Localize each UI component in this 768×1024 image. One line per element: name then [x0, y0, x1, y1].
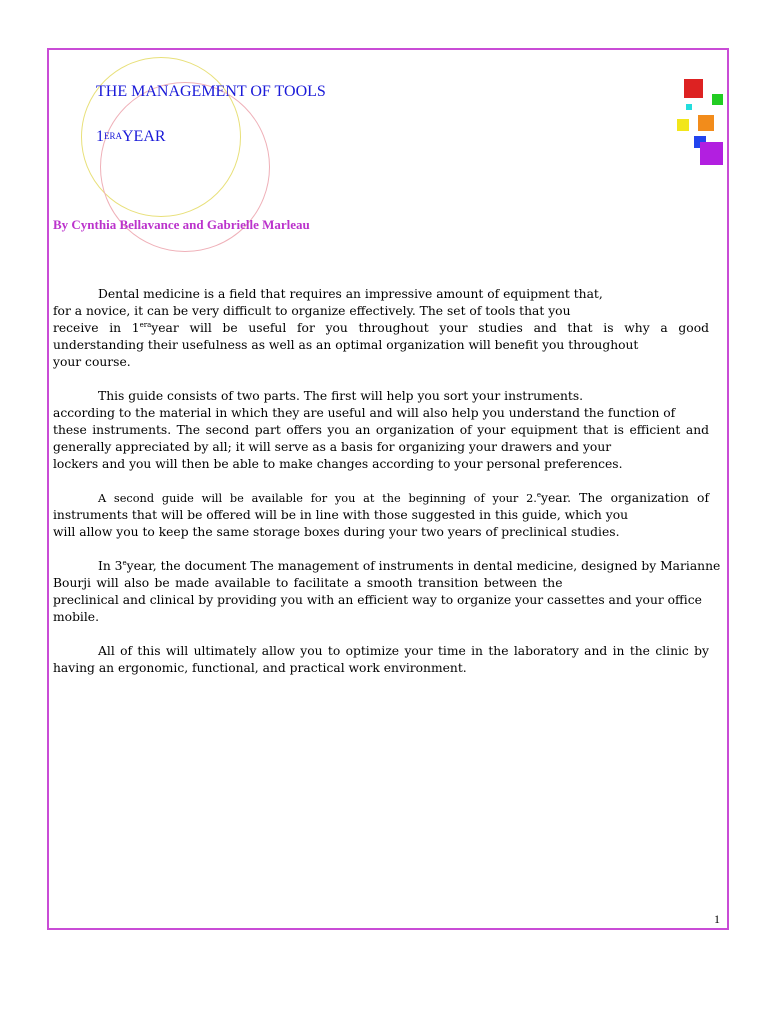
decorative-square-purple: [700, 142, 723, 165]
author-byline: By Cynthia Bellavance and Gabrielle Marleau: [53, 217, 310, 232]
year-number: 1: [96, 128, 104, 145]
p1-ordinal: era: [139, 321, 152, 329]
decorative-square-yellow: [677, 119, 689, 131]
p3-ordinal: e: [536, 491, 542, 499]
paragraph-3-line-1: [98, 490, 709, 507]
p4-text: In 3: [98, 559, 123, 573]
paragraph-1-line-2: for a novice, it can be very difficult to organize effectively. The set of tools that you: [53, 304, 571, 318]
paragraph-1-line-5: your course.: [53, 355, 131, 369]
paragraph-4-line-1: [98, 558, 721, 575]
p4-text: year, the document The management of instruments in dental medicine, designed by Marianne: [126, 559, 721, 573]
page-number: 1: [714, 912, 720, 926]
paragraph-2-line-4: generally appreciated by all; it will serve as a basis for organizing your drawers and your: [53, 440, 612, 454]
p3-text: year. The organization of: [541, 491, 710, 505]
paragraph-2-line-2: according to the material in which they are useful and will also help you understand the function of: [53, 406, 676, 420]
paragraph-4-line-4: mobile.: [53, 610, 99, 624]
paragraph-1-line-3: [53, 320, 709, 337]
decorative-square-green: [712, 94, 723, 105]
decorative-square-cyan: [686, 104, 692, 110]
paragraph-4-line-2: Bourji will also be made available to facilitate a smooth transition between the: [53, 576, 563, 590]
decorative-square-red: [684, 79, 703, 98]
p4-ordinal: e: [122, 559, 127, 567]
paragraph-1-line-4: understanding their usefulness as well as an optimal organization will benefit you throughout: [53, 338, 639, 352]
p1-text: receive in 1: [53, 321, 140, 335]
p3-text: A second guide will be available for you at the beginning of your 2.: [98, 492, 537, 505]
paragraph-3-line-3: will allow you to keep the same storage boxes during your two years of preclinical studies.: [53, 525, 620, 539]
paragraph-2-line-5: lockers and you will then be able to make changes according to your personal preferences.: [53, 457, 623, 471]
paragraph-3-line-2: instruments that will be offered will be in line with those suggested in this guide, which you: [53, 508, 629, 522]
document-title: THE MANAGEMENT OF TOOLS: [96, 83, 326, 100]
paragraph-1-line-1: Dental medicine is a field that requires an impressive amount of equipment that,: [98, 287, 603, 301]
paragraph-5-line-2: having an ergonomic, functional, and practical work environment.: [53, 661, 467, 675]
decorative-square-orange: [698, 115, 714, 131]
paragraph-2-line-3: these instruments. The second part offers you an organization of your equipment that is efficient and: [53, 423, 709, 437]
paragraph-4-line-3: preclinical and clinical by providing you with an efficient way to organize your cassettes and your office: [53, 593, 702, 607]
paragraph-5-line-1: All of this will ultimately allow you to optimize your time in the laboratory and in the clinic by: [98, 644, 709, 658]
paragraph-2-line-1: This guide consists of two parts. The first will help you sort your instruments.: [98, 389, 584, 403]
p1-text: year will be useful for you throughout your studies and that is why a good: [151, 321, 709, 335]
document-year-heading: [96, 128, 166, 146]
year-word: YEAR: [122, 128, 166, 145]
year-ordinal: ERA: [104, 131, 122, 141]
